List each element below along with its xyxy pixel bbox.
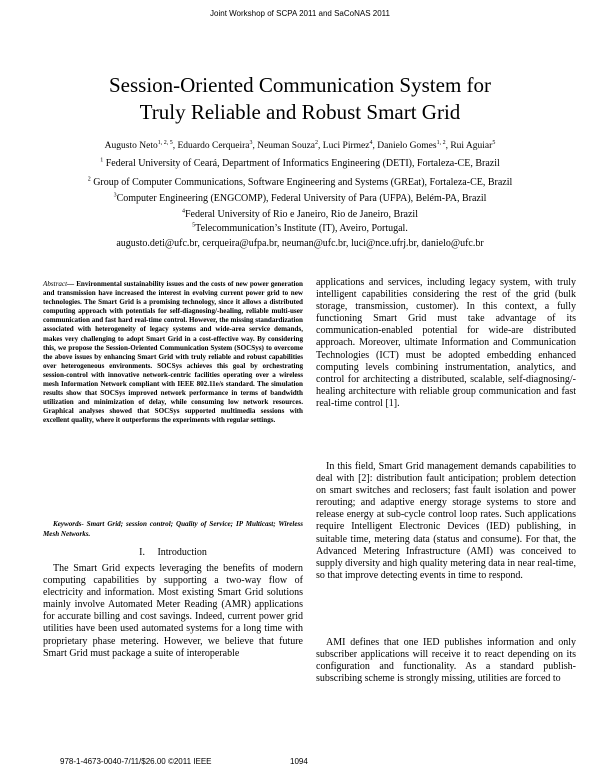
affiliation-3: $^3$Computer Engineering (ENGCOMP), Federal University of Para (UFPA), Belém-PA, Brazil xyxy=(113,192,487,204)
author-name: Neuman Souza xyxy=(257,141,316,151)
author-affiliation-mark: 5 xyxy=(492,139,496,146)
body-paragraph-2: applications and services, including legacy system, with truly intelligent capabilities considering the rest of the grid (bulk storage, transmission, customer). In this context, a fully functioning Smart Grid must take advantage of its communication-enabled potential for wide-are distributed approach. Moreover, ultimate Information and Communication Technologies (ICT) must be adopted embedding enhanced computing levels combining instrumentation, analytics, and control for architecting a distributed, scalable, self-diagnosing/-healing architecture with reliable group communication and fast real-time control [1]. xyxy=(316,277,576,409)
affiliation-1: $^1$ Federal University of Ceará, Department of Informatics Engineering (DETI), Fortaleza-CE, Brazil xyxy=(100,157,500,169)
author-name: Eduardo Cerqueira xyxy=(177,141,250,151)
section-heading: I. Introduction xyxy=(139,547,207,558)
author-affiliation-mark: 3 xyxy=(249,139,253,146)
author-affiliation-mark: 1, 2, 5 xyxy=(157,139,173,146)
paper-title xyxy=(0,72,600,126)
affiliation-2: $^2$ Group of Computer Communications, Software Engineering and Systems (GREat), Fortaleza-CE, Brazil xyxy=(87,176,513,188)
abstract-label: Abstract xyxy=(43,280,68,288)
title-line-2: Truly Reliable and Robust Smart Grid xyxy=(139,100,461,124)
body-paragraph-4: AMI defines that one IED publishes information and only subscriber applications will receive it to react depending on its configuration and functionality. As a standard publish-subscribing scheme is strongly missing, utilities are forced to xyxy=(316,637,576,685)
author-list: Augusto Neto$^{1, 2, 5}$, Eduardo Cerqueira$^3$, Neuman Souza$^2$, Luci Pirmez$^4$, Danielo Gomes$^{1, 2}$, Rui Aguiar$^5$ xyxy=(104,139,496,151)
author-name: Rui Aguiar xyxy=(450,141,493,151)
abstract xyxy=(43,280,303,426)
author-name: Luci Pirmez xyxy=(322,141,370,151)
author-affiliation-mark: 1, 2 xyxy=(436,139,446,146)
page-number: 1094 xyxy=(290,757,308,766)
abstract-text: — Environmental sustainability issues and the costs of new power generation and transmission have increased the interest in evolving current power grid to new technologies. The Smart Grid is a promising technology, since it allows a distributed computing approach with potentials for self-diagnosing/-healing, reliable multi-user communication and fast hard real-time control. However, the missing standardization associated with heterogeneity of legacy systems and wide-area service demands, makes very challenging to adopt Smart Grid in a cost-effective way. By considering this, we propose the Session-Oriented Communication System (SOCSys) to overcome the above issues by enhancing Smart Grid with truly reliable and robust capabilities over heterogeneous environments. SOCSys achieves this goal by orchestrating session-control with innovative network-centric facilities operating over a wireless mesh Information Network compliant with IEEE 802.11e/s standard. The simulation results show that SOCSys improved network performance in terms of bandwidth utilization and minimization of delay, while consuming low network resources. Graphical analyses showed that SOCSys supported multimedia sessions with excellent quality, where it outperforms the experiments with regular settings. xyxy=(43,280,303,425)
running-header: Joint Workshop of SCPA 2011 and SaCoNAS 2011 xyxy=(210,9,390,18)
title-line-1: Session-Oriented Communication System for xyxy=(108,73,492,97)
author-affiliation-mark: 4 xyxy=(369,139,373,146)
email-list: augusto.deti@ufc.br, cerqueira@ufpa.br, neuman@ufc.br, luci@nce.ufrj.br, danielo@ufc.br xyxy=(116,238,484,249)
keywords: Keywords- Smart Grid; session control; Quality of Service; IP Multicast; Wireless Mesh Networks. xyxy=(43,520,303,538)
affiliation-5: $^5$Telecommunication’s Institute (IT), Aveiro, Portugal. xyxy=(192,222,408,234)
body-paragraph-3: In this field, Smart Grid management demands capabilities to deal with [2]: distribution fault anticipation; problem detection on smart switches and reclosers; fast fault isolation and power rerouting; and adaptive energy storage systems to store and release energy at sub-cycle control loop rates. Such applications require Intelligent Electronic Devices (IED) publishing, in suitable time, metering data (status and consume). For that, the Advanced Metering Infrastructure (AMI) was conceived to supply diversity and high quality metering data in near real-time, so that improve detecting events in time to respond. xyxy=(316,461,576,581)
author-affiliation-mark: 2 xyxy=(315,139,319,146)
intro-paragraph-1: The Smart Grid expects leveraging the benefits of modern computing capabilities by supporting a two-way flow of electricity and information. Most existing Smart Grid solutions mainly involve Automated Meter Reading (AMR) applications for accurate billing and cost savings. Indeed, current power grid utilities have been used automated systems for a long time with proprietary phase metering. However, we believe that future Smart Grid must package a suite of interoperable xyxy=(43,563,303,659)
author-name: Augusto Neto xyxy=(104,141,158,151)
affiliation-4: $^4$Federal University of Rio e Janeiro, Rio de Janeiro, Brazil xyxy=(182,208,418,220)
copyright-footer: 978-1-4673-0040-7/11/$26.00 ©2011 IEEE xyxy=(60,757,212,766)
author-name: Danielo Gomes xyxy=(377,141,437,151)
